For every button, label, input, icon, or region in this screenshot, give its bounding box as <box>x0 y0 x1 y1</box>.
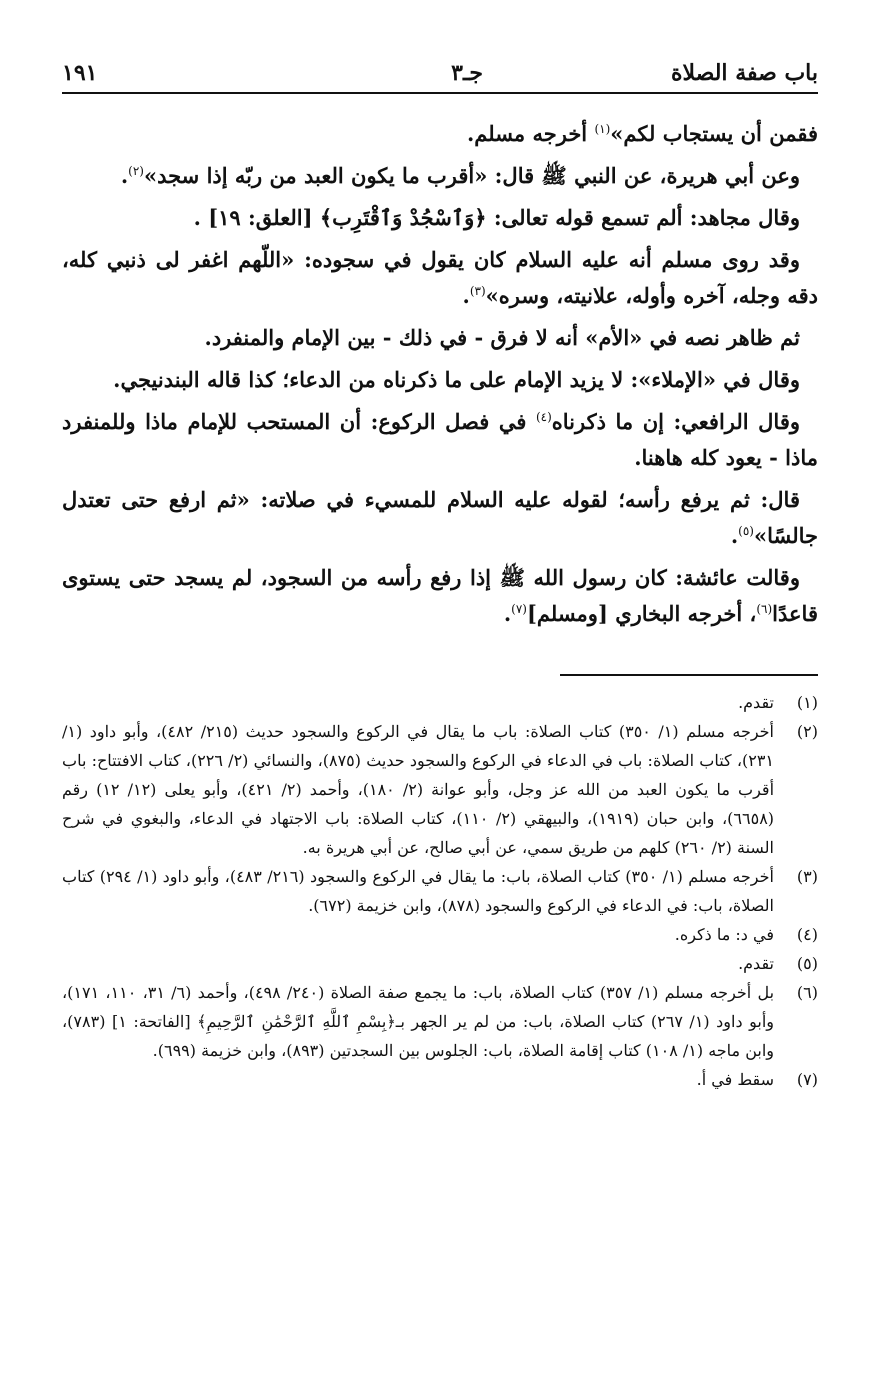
footnote <box>62 1065 818 1094</box>
footnote-divider <box>560 674 818 676</box>
paragraph: وقال مجاهد: ألم تسمع قوله تعالى: ﴿وَٱسْجُدْ وَٱقْتَرِب﴾ [العلق: ١٩] . <box>193 205 800 230</box>
paragraph: وقال الرافعي: إن ما ذكرناه$^{(٤)}$ في فصل الركوع: أن المستحب للإمام ماذا وللمنفرد ماذا - يعود كله هاهنا. <box>62 409 818 470</box>
footnote-number: (٣) <box>796 867 818 886</box>
footnote-text: تقدم. <box>738 954 774 973</box>
paragraph: وقالت عائشة: كان رسول الله ﷺ إذا رفع رأسه من السجود، لم يسجد حتى يستوى قاعدًا$^{(٦)}$، أخرجه البخاري [ومسلم]$^{(٧)}$. <box>62 565 818 626</box>
footnote-text: بل أخرجه مسلم (١/ ٣٥٧) كتاب الصلاة، باب: ما يجمع صفة الصلاة (٢٤٠/ ٤٩٨)، وأحمد (٦/ ٣١، ١١٠، ١٧١)، وأبو داود (١/ ٢٦٧) كتاب الصلاة، باب: من لم ير الجهر بـ﴿بِسْمِ ٱللَّهِ ٱلرَّحْمَٰنِ ٱلرَّحِيمِ﴾ [الفاتحة: ١] (٧٨٣)، وابن ماجه (١/ ١٠٨) كتاب إقامة الصلاة، باب: الجلوس بين السجدتين (٨٩٣)، وابن خزيمة (٦٩٩). <box>62 983 775 1060</box>
footnote-marker: (٢) <box>128 164 144 178</box>
footnote <box>62 717 818 862</box>
footnote-marker: (٣) <box>469 284 486 298</box>
main-text <box>62 116 818 632</box>
footnotes <box>62 688 818 1094</box>
header-divider <box>62 92 818 94</box>
footnote-number: (٤) <box>796 925 818 944</box>
volume-label: جـ٣ <box>451 60 483 86</box>
footnote-marker: (١) <box>594 122 611 136</box>
paragraph: ثم ظاهر نصه في «الأم» أنه لا فرق - في ذلك - بين الإمام والمنفرد. <box>204 325 800 350</box>
book-page <box>62 58 818 1348</box>
paragraph: وقد روى مسلم أنه عليه السلام كان يقول في سجوده: «اللّهم اغفر لى ذنبي كله، دقه وجله، آخره وأوله، علانيته، وسره»$^{(٣)}$. <box>62 247 818 308</box>
footnote-marker: (٥) <box>738 524 754 538</box>
paragraph: قال: ثم يرفع رأسه؛ لقوله عليه السلام للمسيء في صلاته: «ثم ارفع حتى تعتدل جالسًا»$^{(٥)}$. <box>62 487 818 548</box>
paragraph: وعن أبي هريرة، عن النبي ﷺ قال: «أقرب ما يكون العبد من ربّه إذا سجد»$^{(٢)}$. <box>120 163 800 188</box>
footnote-marker: (٧) <box>511 602 527 616</box>
running-head <box>62 58 818 92</box>
page-number: ١٩١ <box>62 60 98 86</box>
paragraph: فقمن أن يستجاب لكم»$^{(١)}$ أخرجه مسلم. <box>466 121 818 146</box>
footnote-text: أخرجه مسلم (١/ ٣٥٠) كتاب الصلاة: باب ما يقال في الركوع والسجود حديث (٢١٥/ ٤٨٢)، وأبو داود (١/ ٢٣١)، كتاب الصلاة: باب في الدعاء في الركوع والسجود حديث (٨٧٥)، والنسائي (٢/ ٢٢٦)، كتاب الافتتاح: باب أقرب ما يكون العبد من الله عز وجل، وأبو عوانة (٢/ ١٨٠)، وأحمد (٢/ ٤٢١)، وأبو يعلى (١٢/ ١٢) رقم (٦٦٥٨)، وابن حبان (١٩١٩)، والبيهقي (٢/ ١١٠)، كتاب الصلاة: باب الاجتهاد في الدعاء، والبغوي في شرح السنة (٢/ ٢٦٠) كلهم من طريق سمي، عن أبي صالح، عن أبي هريرة به. <box>62 722 775 857</box>
footnote <box>62 862 818 920</box>
footnote-text: سقط في أ. <box>696 1070 774 1089</box>
footnote <box>62 688 818 717</box>
footnote <box>62 978 818 1065</box>
footnote-marker: (٤) <box>535 410 552 424</box>
footnote-text: أخرجه مسلم (١/ ٣٥٠) كتاب الصلاة، باب: ما يقال في الركوع والسجود (٢١٦/ ٤٨٣)، وأبو داود (١/ ٢٩٤) كتاب الصلاة، باب: في الدعاء في الركوع والسجود (٨٧٨)، وابن خزيمة (٦٧٢). <box>62 867 774 915</box>
footnote <box>62 920 818 949</box>
footnote-number: (٥) <box>796 954 818 973</box>
footnote <box>62 949 818 978</box>
footnote-text: تقدم. <box>738 693 774 712</box>
footnote-number: (٢) <box>796 722 818 741</box>
footnote-marker: (٦) <box>756 602 773 616</box>
footnote-number: (١) <box>796 693 818 712</box>
footnote-number: (٧) <box>796 1070 818 1089</box>
footnote-number: (٦) <box>796 983 818 1002</box>
paragraph: وقال في «الإملاء»: لا يزيد الإمام على ما ذكرناه من الدعاء؛ كذا قاله البندنيجي. <box>113 367 800 392</box>
chapter-title: باب صفة الصلاة <box>670 60 818 86</box>
footnote-text: في د: ما ذكره. <box>674 925 774 944</box>
